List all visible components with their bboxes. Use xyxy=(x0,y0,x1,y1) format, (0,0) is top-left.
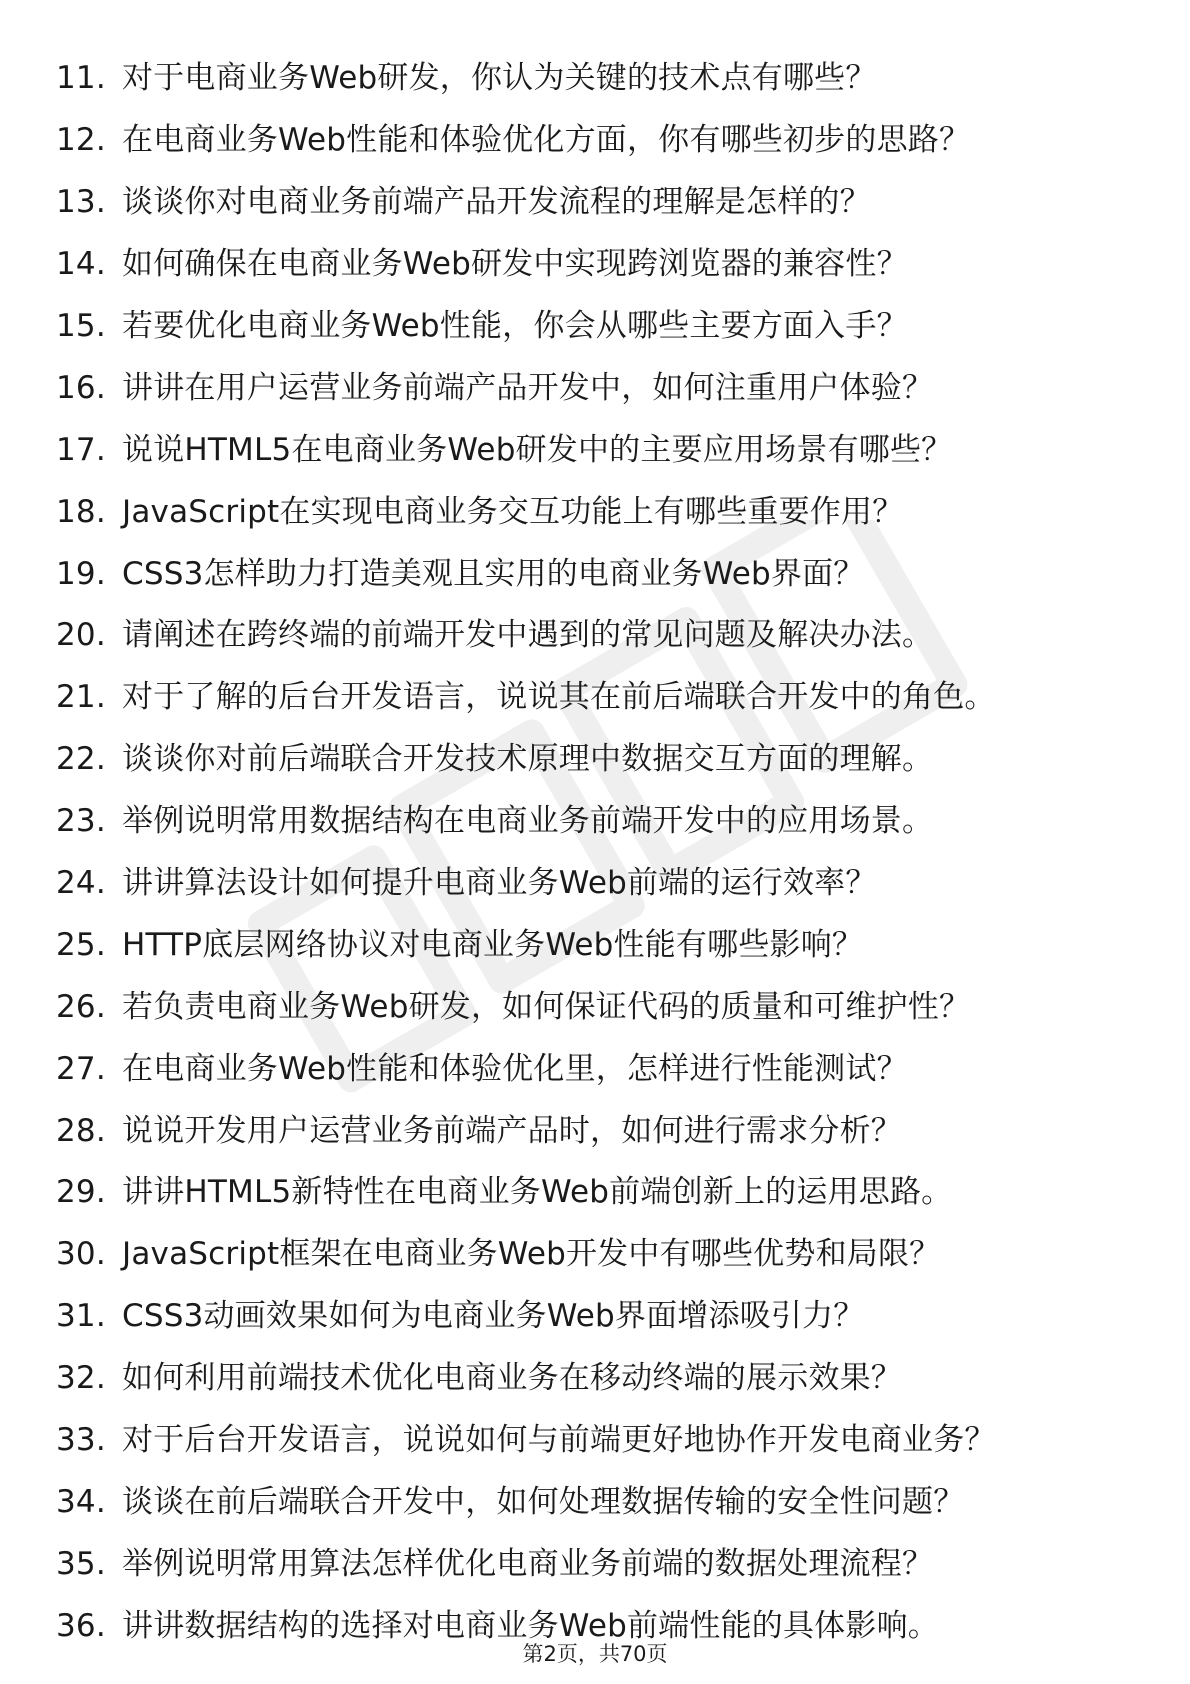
question-text: 请阐述在跨终端的前端开发中遇到的常见问题及解决办法。 xyxy=(122,617,934,654)
question-number: 28. xyxy=(56,1112,106,1149)
question-number: 23. xyxy=(56,803,106,840)
question-item xyxy=(56,172,1146,234)
question-number: 36. xyxy=(56,1607,106,1644)
question-text: JavaScript在实现电商业务交互功能上有哪些重要作用？ xyxy=(122,493,904,530)
question-text: 讲讲在用户运营业务前端产品开发中，如何注重用户体验？ xyxy=(122,369,934,406)
question-item xyxy=(56,357,1146,419)
question-text: 谈谈在前后端联合开发中，如何处理数据传输的安全性问题？ xyxy=(122,1483,965,1520)
question-item xyxy=(56,481,1146,543)
question-number: 20. xyxy=(56,617,106,654)
question-number: 25. xyxy=(56,926,106,963)
question-list xyxy=(56,48,1146,1657)
question-item xyxy=(56,234,1146,296)
question-number: 31. xyxy=(56,1298,106,1335)
question-text: 如何确保在电商业务Web研发中实现跨浏览器的兼容性？ xyxy=(122,246,908,283)
question-number: 11. xyxy=(56,60,106,97)
question-item xyxy=(56,791,1146,853)
question-item xyxy=(56,1410,1146,1472)
question-item xyxy=(56,1162,1146,1224)
question-text: 说说HTML5在电商业务Web研发中的主要应用场景有哪些？ xyxy=(122,431,953,468)
question-item xyxy=(56,1224,1146,1286)
question-text: 举例说明常用算法怎样优化电商业务前端的数据处理流程？ xyxy=(122,1545,934,1582)
question-item xyxy=(56,1038,1146,1100)
question-text: 举例说明常用数据结构在电商业务前端开发中的应用场景。 xyxy=(122,803,934,840)
question-text: HTTP底层网络协议对电商业务Web性能有哪些影响？ xyxy=(122,926,864,963)
question-item xyxy=(56,1348,1146,1410)
question-item xyxy=(56,1533,1146,1595)
question-item xyxy=(56,1471,1146,1533)
question-item xyxy=(56,48,1146,110)
question-text: 讲讲数据结构的选择对电商业务Web前端性能的具体影响。 xyxy=(122,1607,939,1644)
question-number: 16. xyxy=(56,369,106,406)
question-text: 谈谈你对前后端联合开发技术原理中数据交互方面的理解。 xyxy=(122,741,934,778)
question-text: 谈谈你对电商业务前端产品开发流程的理解是怎样的？ xyxy=(122,184,871,221)
question-number: 13. xyxy=(56,184,106,221)
question-item xyxy=(56,543,1146,605)
question-item xyxy=(56,419,1146,481)
question-number: 32. xyxy=(56,1360,106,1397)
page-indicator: 第2页，共70页 xyxy=(522,1642,668,1666)
question-number: 24. xyxy=(56,865,106,902)
question-item xyxy=(56,729,1146,791)
question-number: 35. xyxy=(56,1545,106,1582)
question-number: 22. xyxy=(56,741,106,778)
question-item xyxy=(56,110,1146,172)
question-text: 若负责电商业务Web研发，如何保证代码的质量和可维护性？ xyxy=(122,988,971,1025)
question-text: JavaScript框架在电商业务Web开发中有哪些优势和局限？ xyxy=(122,1236,941,1273)
question-number: 29. xyxy=(56,1174,106,1211)
question-item xyxy=(56,605,1146,667)
question-text: 说说开发用户运营业务前端产品时，如何进行需求分析？ xyxy=(122,1112,902,1149)
question-number: 21. xyxy=(56,679,106,716)
question-item xyxy=(56,976,1146,1038)
question-text: 在电商业务Web性能和体验优化里，怎样进行性能测试？ xyxy=(122,1050,908,1087)
question-number: 14. xyxy=(56,246,106,283)
question-text: CSS3动画效果如何为电商业务Web界面增添吸引力？ xyxy=(122,1298,865,1335)
question-number: 19. xyxy=(56,555,106,592)
question-number: 26. xyxy=(56,988,106,1025)
question-number: 15. xyxy=(56,308,106,344)
question-text: 在电商业务Web性能和体验优化方面，你有哪些初步的思路？ xyxy=(122,122,971,159)
question-number: 12. xyxy=(56,122,106,159)
question-item xyxy=(56,667,1146,729)
question-number: 27. xyxy=(56,1050,106,1087)
question-text: 讲讲算法设计如何提升电商业务Web前端的运行效率？ xyxy=(122,865,877,902)
question-item xyxy=(56,853,1146,915)
question-text: 若要优化电商业务Web性能，你会从哪些主要方面入手？ xyxy=(122,308,908,344)
question-text: 讲讲HTML5新特性在电商业务Web前端创新上的运用思路。 xyxy=(122,1174,953,1211)
question-number: 33. xyxy=(56,1422,106,1459)
question-text: 如何利用前端技术优化电商业务在移动终端的展示效果？ xyxy=(122,1360,902,1397)
question-text: CSS3怎样助力打造美观且实用的电商业务Web界面？ xyxy=(122,555,865,592)
question-number: 18. xyxy=(56,493,106,530)
question-item xyxy=(56,296,1146,358)
question-item xyxy=(56,1100,1146,1162)
question-number: 17. xyxy=(56,431,106,468)
question-text: 对于了解的后台开发语言，说说其在前后端联合开发中的角色。 xyxy=(122,679,996,716)
question-item xyxy=(56,1286,1146,1348)
question-item xyxy=(56,914,1146,976)
question-text: 对于电商业务Web研发，你认为关键的技术点有哪些？ xyxy=(122,60,877,97)
question-text: 对于后台开发语言，说说如何与前端更好地协作开发电商业务？ xyxy=(122,1422,996,1459)
question-number: 30. xyxy=(56,1236,106,1273)
question-number: 34. xyxy=(56,1483,106,1520)
